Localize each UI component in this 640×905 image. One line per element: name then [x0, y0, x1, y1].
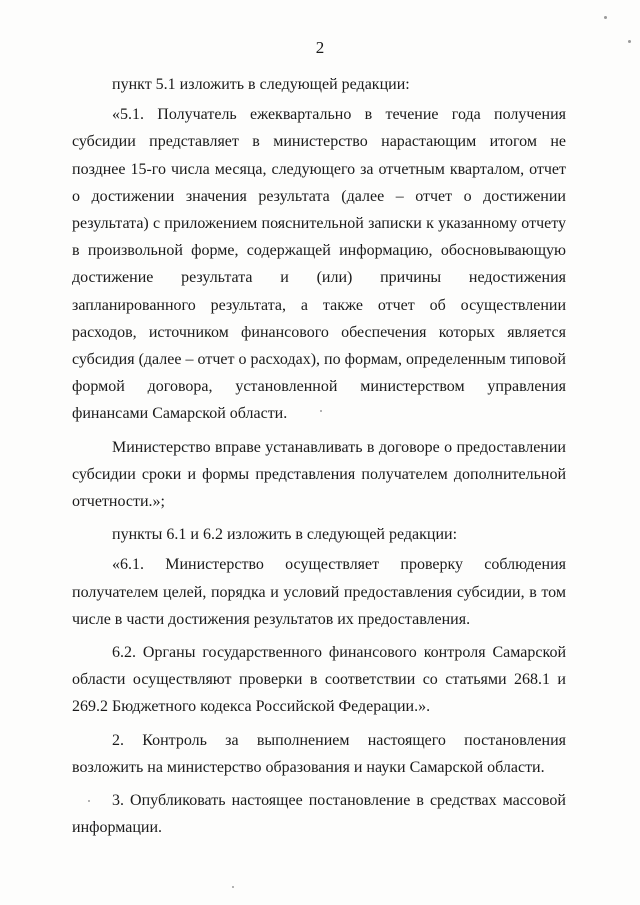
- document-body: [72, 71, 566, 844]
- scan-speck: [320, 410, 322, 412]
- scan-speck: [604, 16, 607, 19]
- paragraph-additional-reporting: Министерство вправе устанавливать в договоре о предоставлении субсидии сроки и формы представления получателем дополнительной отчетности.»;: [72, 438, 566, 511]
- scan-speck: [628, 40, 631, 43]
- paragraph-clause-6-1: «6.1. Министерство осуществляет проверку соблюдения получателем целей, порядка и условий предоставления субсидии, в том числе в части достижения результатов их предоставления.: [72, 556, 566, 628]
- paragraph-amend-6-intro: пункты 6.1 и 6.2 изложить в следующей редакции:: [112, 526, 458, 544]
- page-number: 2: [315, 38, 325, 57]
- paragraph-clause-5-1: «5.1. Получатель ежеквартально в течение года получения субсидии представляет в министерство нарастающим итогом не позднее 15-го числа месяца, следующего за отчетным кварталом, отчет о достижении значения результата (далее – отчет о достижении результата) с приложением пояснительной записки к указанному отчету в произвольной форме, содержащей информацию, обосновывающую достижение результата и (или) причины недостижения запланированного результата, а также отчет об осуществлении расходов, источником финансового обеспечения которых является субсидия (далее – отчет о расходах), по формам, определенным типовой формой договора, установленной министерством управления финансами Самарской области.: [72, 106, 566, 423]
- paragraph-clause-6-2: 6.2. Органы государственного финансового контроля Самарской области осуществляют проверки в соответствии со статьями 268.1 и 269.2 Бюджетного кодекса Российской Федерации.».: [72, 644, 566, 716]
- paragraph-item-2-control: 2. Контроль за выполнением настоящего постановления возложить на министерство образования и науки Самарской области.: [72, 731, 566, 776]
- paragraph-item-3-publish: 3. Опубликовать настоящее постановление в средствах массовой информации.: [72, 792, 566, 837]
- scan-speck: [232, 886, 234, 888]
- scan-speck: [88, 800, 90, 802]
- paragraph-amend-5-1-intro: пункт 5.1 изложить в следующей редакции:: [112, 76, 410, 93]
